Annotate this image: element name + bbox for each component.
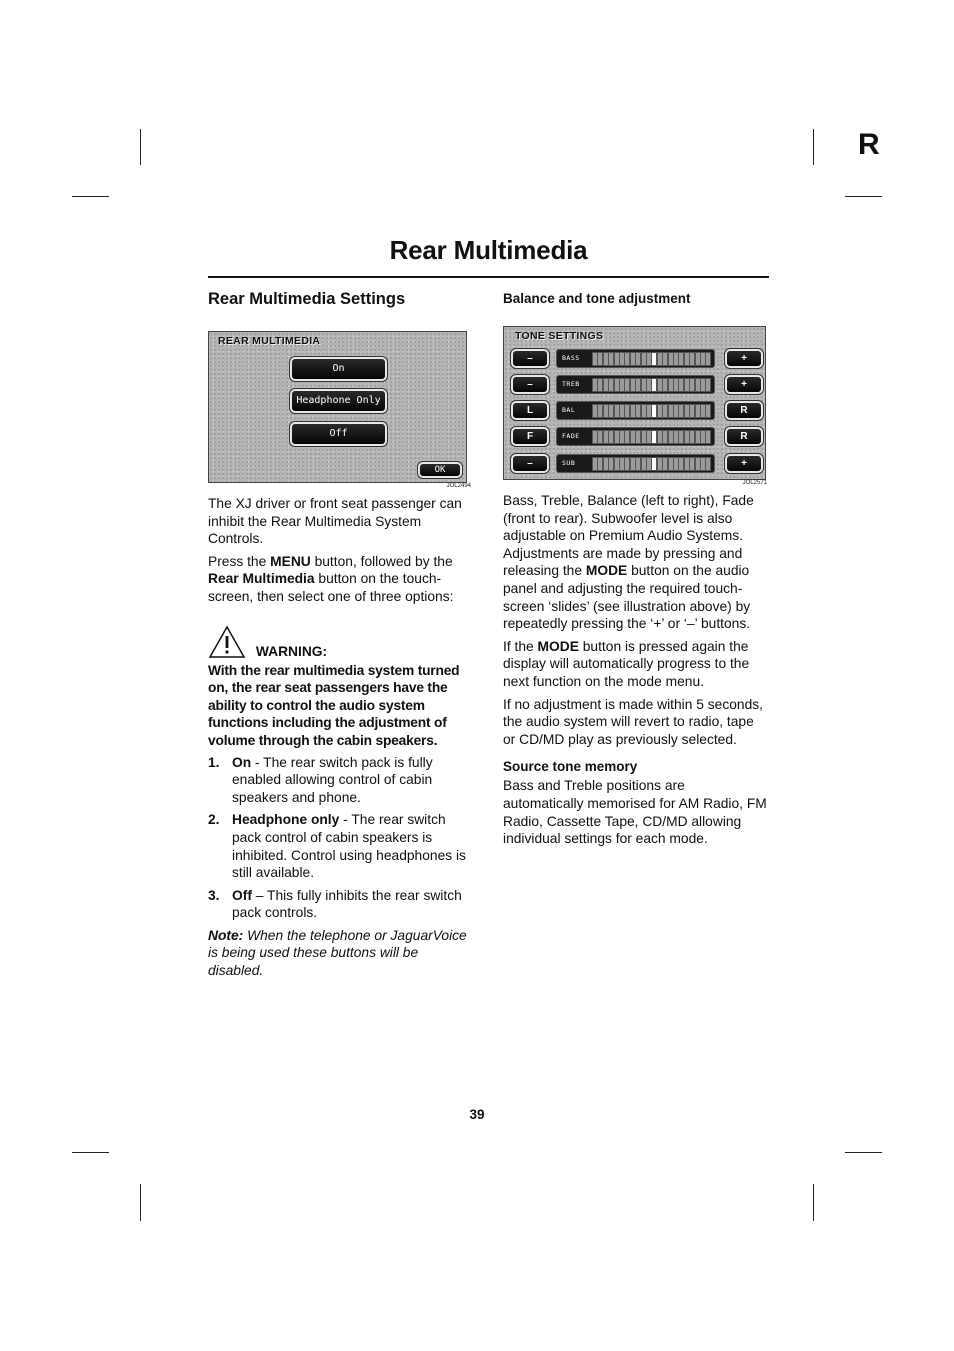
slider-tick [705, 404, 711, 418]
note-paragraph: Note: When the telephone or JaguarVoice is being used these buttons will be disabled. [208, 927, 467, 979]
off-button[interactable]: Off [290, 422, 387, 446]
tone-decrease-button[interactable]: – [511, 349, 549, 368]
page-number: 39 [469, 1107, 485, 1122]
crop-mark [813, 129, 814, 165]
memory-paragraph: Bass and Treble positions are automatically memorised for AM Radio, FM Radio, Cassette Tape, CD/MD allowing individual settings for each mode. [503, 778, 767, 847]
tone-slider[interactable] [556, 427, 715, 446]
tone-slider-track [592, 404, 710, 416]
tone-slider[interactable] [556, 401, 715, 420]
warning-label: WARNING: [255, 643, 328, 659]
slider-tick [705, 378, 711, 392]
right-column [503, 288, 767, 848]
figure-code: JOL2494 [446, 483, 471, 489]
warning-text: With the rear multimedia system turned on, the rear seat passengers have the ability to control the audio system functions including the adjustment of volume through the cabin speakers. [208, 662, 460, 748]
tone-settings-screen [503, 326, 766, 480]
tone-decrease-button[interactable]: L [511, 401, 549, 420]
tone-increase-button[interactable]: + [725, 454, 763, 473]
rear-multimedia-screen [208, 331, 467, 483]
on-button[interactable]: On [290, 357, 387, 381]
options-list [208, 754, 474, 922]
slider-tick [705, 352, 711, 366]
tone-paragraph: Bass, Treble, Balance (left to right), Fade (front to rear). Subwoofer level is also adjustable on Premium Audio Systems. Adjustments are made by pressing and releasing the MODE button on the audio panel and adjusting the required touch-screen ‘slides’ (see illustration above) by repeatedly pressing the ‘+’ or ‘–’ buttons. [503, 493, 754, 632]
left-column [208, 288, 474, 980]
tone-slider[interactable] [556, 454, 715, 473]
section-heading: Rear Multimedia Settings [208, 290, 406, 308]
tone-increase-button[interactable]: R [725, 401, 763, 420]
tone-slider-label: FADE [562, 432, 580, 440]
tone-slider-label: BASS [562, 354, 580, 362]
crop-mark [72, 196, 109, 197]
tone-row-bal [511, 401, 761, 419]
tone-slider-label: TREB [562, 380, 580, 388]
crop-mark [845, 196, 882, 197]
tone-slider-track [592, 378, 710, 390]
tone-slider-track [592, 352, 710, 364]
warning-icon [208, 625, 246, 659]
tone-decrease-button[interactable]: F [511, 427, 549, 446]
instruction-paragraph: Press the MENU button, followed by the Rear Multimedia button on the touch-screen, then select one of three options: [208, 553, 454, 604]
mode-paragraph: If the MODE button is pressed again the display will automatically progress to the next function on the mode menu. [503, 638, 750, 689]
tone-increase-button[interactable]: + [725, 349, 763, 368]
tone-row-treb [511, 375, 761, 393]
tone-slider-label: BAL [562, 406, 576, 414]
tone-slider[interactable] [556, 375, 715, 394]
list-item: 1. On - The rear switch pack is fully enabled allowing control of cabin speakers and phone. [208, 754, 433, 805]
warning-block [208, 625, 474, 750]
tone-row-fade [511, 427, 761, 445]
tone-row-sub [511, 454, 761, 472]
page-title: Rear Multimedia [389, 235, 588, 265]
tone-increase-button[interactable]: R [725, 427, 763, 446]
slider-tick [705, 430, 711, 444]
figure-code: JOL2571 [742, 480, 767, 486]
tone-slider-label: SUB [562, 459, 576, 467]
headphone-only-button[interactable]: Headphone Only [290, 389, 387, 413]
section-letter: R [858, 128, 880, 161]
crop-mark [72, 1152, 109, 1153]
tone-slider-track [592, 457, 710, 469]
title-divider [208, 276, 769, 278]
tone-decrease-button[interactable]: – [511, 375, 549, 394]
screen-title: TONE SETTINGS [515, 330, 604, 342]
crop-mark [140, 129, 141, 165]
balance-tone-heading: Balance and tone adjustment [503, 291, 691, 306]
list-item: 2. Headphone only - The rear switch pack control of cabin speakers is inhibited. Control using headphones is still available. [208, 812, 466, 881]
tone-slider[interactable] [556, 349, 715, 368]
slider-tick [705, 457, 711, 471]
tone-increase-button[interactable]: + [725, 375, 763, 394]
crop-mark [813, 1184, 814, 1221]
source-tone-heading: Source tone memory [503, 759, 638, 775]
tone-decrease-button[interactable]: – [511, 454, 549, 473]
intro-paragraph: The XJ driver or front seat passenger can inhibit the Rear Multimedia System Controls. [208, 496, 462, 547]
crop-mark [845, 1152, 882, 1153]
tone-row-bass [511, 349, 761, 367]
timeout-paragraph: If no adjustment is made within 5 seconds, the audio system will revert to radio, tape or CD/MD play as previously selected. [503, 696, 763, 747]
ok-button[interactable]: OK [418, 462, 462, 478]
tone-slider-track [592, 430, 710, 442]
list-item: 3. Off – This fully inhibits the rear switch pack controls. [208, 887, 462, 921]
crop-mark [140, 1184, 141, 1221]
screen-title: REAR MULTIMEDIA [218, 335, 321, 347]
